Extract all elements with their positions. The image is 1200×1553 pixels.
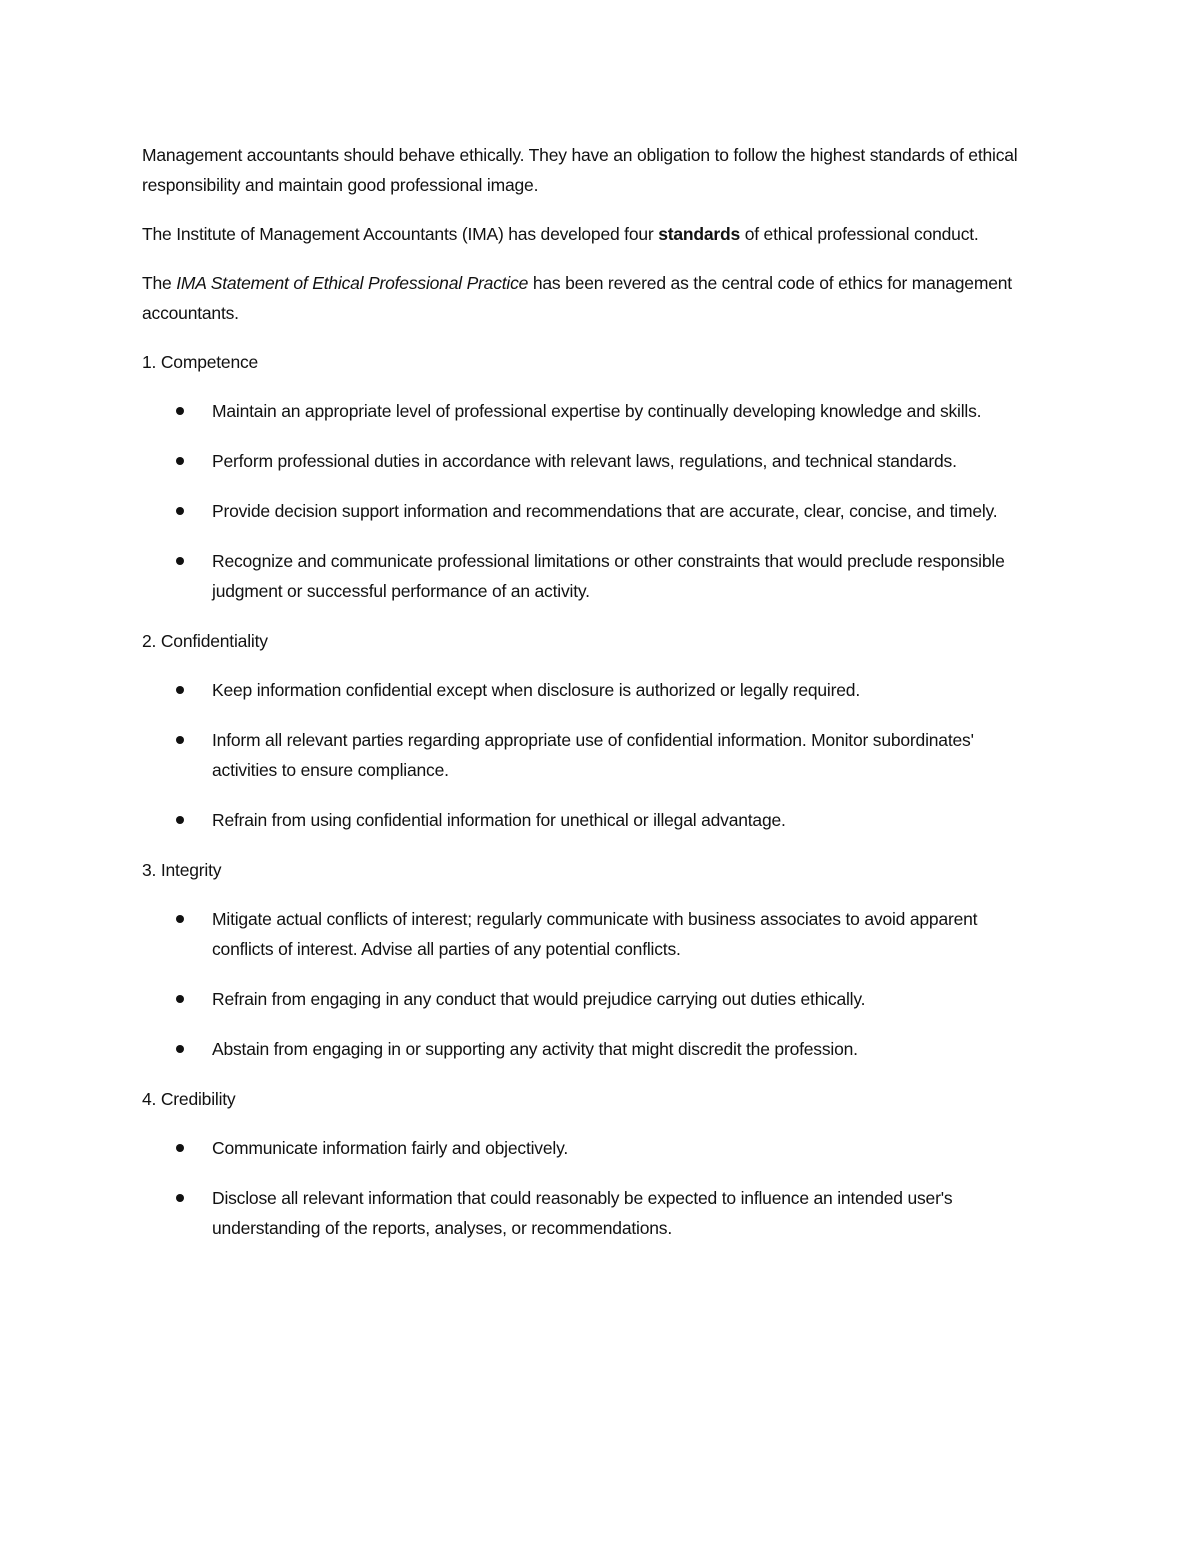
list-item-text: Mitigate actual conflicts of interest; regularly communicate with business associates to avoid apparent conflicts of interest. Advise all parties of any potential conflicts. — [212, 909, 978, 959]
bullet-icon — [176, 816, 184, 824]
bullet-icon — [176, 557, 184, 565]
list-item-text: Inform all relevant parties regarding appropriate use of confidential information. Monitor subordinates' activities to ensure compliance. — [212, 730, 974, 780]
competence-list — [142, 396, 1042, 606]
section-heading-credibility: 4. Credibility — [142, 1089, 236, 1109]
intro-paragraph-3 — [142, 268, 1042, 328]
list-item-text: Refrain from using confidential information for unethical or illegal advantage. — [212, 810, 786, 830]
intro-paragraph-3-start: The — [142, 273, 177, 293]
list-item-text: Disclose all relevant information that could reasonably be expected to influence an intended user's understanding of the reports, analyses, or recommendations. — [212, 1188, 953, 1238]
list-item — [142, 904, 1042, 964]
credibility-list — [142, 1133, 1042, 1243]
list-item-text: Keep information confidential except when disclosure is authorized or legally required. — [212, 680, 860, 700]
list-item — [142, 1034, 1042, 1064]
intro-paragraph-2-start: The Institute of Management Accountants (IMA) has developed four — [142, 224, 659, 244]
bullet-icon — [176, 736, 184, 744]
document-body — [142, 140, 1042, 1263]
list-item-text: Perform professional duties in accordance with relevant laws, regulations, and technical standards. — [212, 451, 957, 471]
list-item — [142, 496, 1042, 526]
intro-paragraph-2-end: of ethical professional conduct. — [740, 224, 979, 244]
bullet-icon — [176, 686, 184, 694]
bullet-icon — [176, 915, 184, 923]
list-item-text: Recognize and communicate professional limitations or other constraints that would preclude responsible judgment or successful performance of an activity. — [212, 551, 1005, 601]
section-heading-integrity: 3. Integrity — [142, 860, 222, 880]
list-item-text: Provide decision support information and recommendations that are accurate, clear, concise, and timely. — [212, 501, 998, 521]
list-item — [142, 805, 1042, 835]
bullet-icon — [176, 995, 184, 1003]
list-item — [142, 984, 1042, 1014]
bullet-icon — [176, 1144, 184, 1152]
section-heading-confidentiality: 2. Confidentiality — [142, 631, 268, 651]
intro-paragraph-3-end: has been revered as the central code of ethics for management accountants. — [142, 273, 1012, 323]
bullet-icon — [176, 1194, 184, 1202]
list-item-text: Abstain from engaging in or supporting any activity that might discredit the profession. — [212, 1039, 858, 1059]
list-item — [142, 396, 1042, 426]
bullet-icon — [176, 1045, 184, 1053]
list-item — [142, 725, 1042, 785]
list-item-text: Communicate information fairly and objectively. — [212, 1138, 568, 1158]
standards-emphasis: standards — [658, 224, 741, 244]
bullet-icon — [176, 407, 184, 415]
bullet-icon — [176, 457, 184, 465]
list-item — [142, 1183, 1042, 1243]
integrity-list — [142, 904, 1042, 1064]
list-item-text: Refrain from engaging in any conduct that would prejudice carrying out duties ethically. — [212, 989, 866, 1009]
list-item — [142, 546, 1042, 606]
intro-paragraph-1: Management accountants should behave ethically. They have an obligation to follow the highest standards of ethical responsibility and maintain good professional image. — [142, 145, 1018, 195]
list-item — [142, 675, 1042, 705]
intro-paragraph-2 — [142, 219, 1042, 249]
list-item-text: Maintain an appropriate level of professional expertise by continually developing knowledge and skills. — [212, 401, 982, 421]
section-heading-competence: 1. Competence — [142, 352, 259, 372]
ima-statement-title: IMA Statement of Ethical Professional Practice — [176, 273, 529, 293]
list-item — [142, 446, 1042, 476]
confidentiality-list — [142, 675, 1042, 835]
bullet-icon — [176, 507, 184, 515]
list-item — [142, 1133, 1042, 1163]
